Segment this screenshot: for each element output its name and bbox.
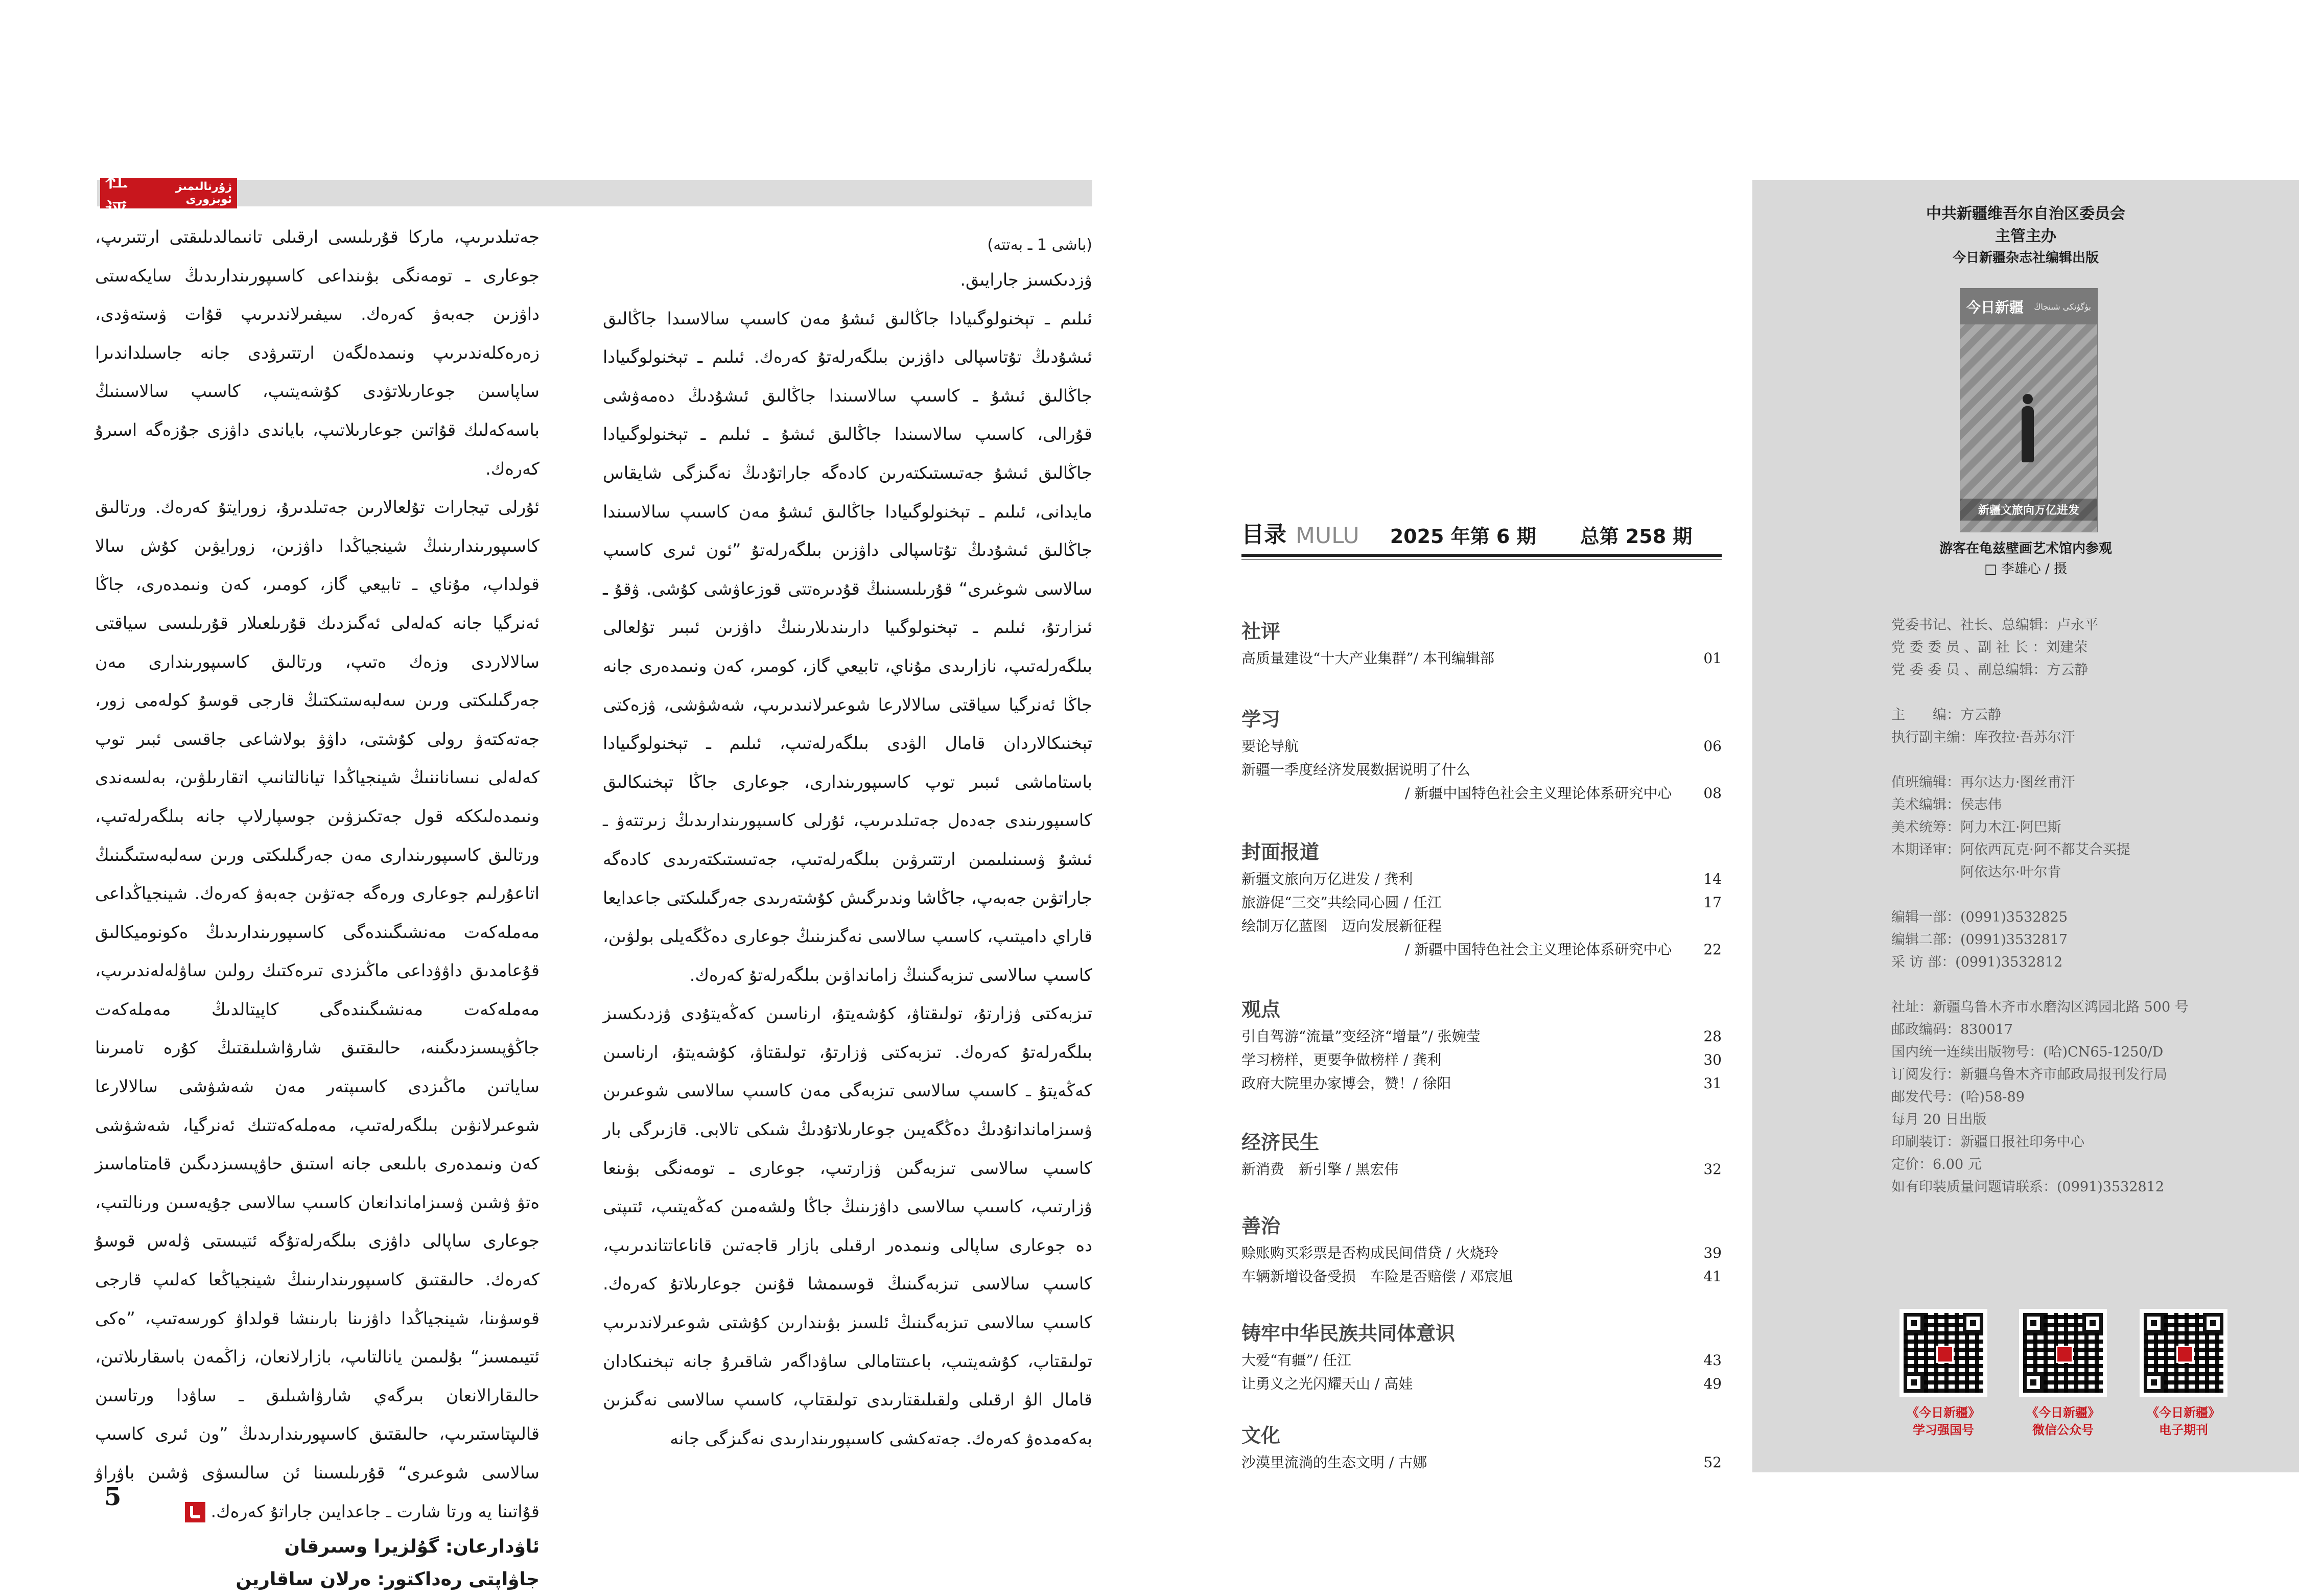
toc-section [1241,1318,1722,1396]
publisher-info [1752,203,2299,268]
qr-caption-line1: 《今日新疆》 [1907,1405,1980,1420]
toc-entry[interactable] [1241,1158,1722,1181]
total-issue: 总第 258 期 [1580,525,1693,548]
qr-code-icon[interactable] [2140,1309,2227,1397]
toc-entry-title: 学习榜样，更要争做榜样 / 龚利 [1241,1051,1442,1068]
toc-entry[interactable] [1241,1349,1722,1372]
section-tag-ug: ژۇرنالىمىز ئوبزورى [175,180,232,206]
cover-headline: 新疆文旅向万亿进发 [1960,499,2097,521]
toc-entry-title: / 新疆中国特色社会主义理论体系研究中心 [1405,785,1672,802]
toc-entry-page: 32 [1703,1161,1722,1178]
cover-caption [1752,538,2299,579]
section-header-bar [97,180,1092,206]
qr-caption-line1: 《今日新疆》 [2026,1405,2100,1420]
toc-entry[interactable] [1241,867,1722,891]
toc-entry[interactable] [1241,1451,1722,1474]
staff-spacer [1891,974,2280,996]
toc-section-title: 善治 [1241,1215,1281,1237]
toc-entry[interactable] [1241,1048,1722,1072]
photo-credit: □ 李雄心 / 摄 [1984,561,2068,577]
toc-entry-title: 绘制万亿蓝图 迈向发展新征程 [1241,918,1442,934]
toc-section-title: 经济民生 [1241,1131,1320,1154]
toc-section-title: 封面报道 [1241,841,1320,863]
toc-entry-page: 22 [1703,941,1722,958]
toc-entry-page: 43 [1703,1352,1722,1369]
qr-code-icon[interactable] [2019,1309,2107,1397]
toc-entry-page: 28 [1703,1028,1722,1045]
publisher: 今日新疆杂志社编辑出版 [1952,250,2099,266]
toc-entry-title: 政府大院里办家博会，赞！/ 徐阳 [1241,1075,1451,1092]
toc-entry-title: 新疆文旅向万亿进发 / 龚利 [1241,871,1413,887]
staff-spacer [1891,682,2280,704]
qr-caption [2122,1404,2245,1439]
staff-line: 国内统一连续出版物号：(哈)CN65-1250/D [1891,1044,2164,1060]
staff-line: 美术编辑：侯志伟 [1891,797,2002,813]
qr-logo-icon [1936,1346,1954,1363]
toc-entry-page: 41 [1703,1268,1722,1285]
qr-code-icon[interactable] [1899,1309,1987,1397]
qr-finder-pattern [1904,1313,1924,1333]
staff-line: 执行副主编：库孜拉·吾苏尔汗 [1891,730,2075,745]
qr-finder-pattern [2144,1313,2164,1333]
cover-logo-ug: بۈگۈنكى شىنجاڭ [2034,301,2091,312]
toc-entry[interactable] [1241,1265,1722,1288]
toc-entry-page: 31 [1703,1075,1722,1092]
toc-entry-page: 39 [1703,1245,1722,1261]
toc-entry-page: 01 [1703,650,1722,667]
toc-entry[interactable] [1241,1372,1722,1396]
toc-entry-title: 让勇义之光闪耀天山 / 高娃 [1241,1375,1413,1392]
qr-caption-line2: 电子期刊 [2159,1423,2208,1437]
staff-line: 订阅发行：新疆乌鲁木齐市邮政局报刊发行局 [1891,1067,2167,1083]
sponsor: 中共新疆维吾尔自治区委员会 [1926,205,2125,223]
toc-section-title: 铸牢中华民族共同体意识 [1241,1322,1456,1345]
toc-entry-page: 14 [1703,871,1722,887]
table-of-contents [1241,0,1722,1570]
cover-masthead [1960,289,2097,324]
toc-entry-page: 52 [1703,1454,1722,1471]
toc-entry-page: 08 [1703,785,1722,802]
toc-entry[interactable] [1241,1025,1722,1048]
article-page [0,0,1104,1590]
continued-note: (باشى 1 ـ بەتتە) [987,236,1092,254]
staff-line: 党 委 委 员 、副总编辑：方云静 [1891,662,2089,678]
staff-line: 本期译审：阿依西瓦克·阿不都艾合买提 [1891,842,2130,858]
qr-finder-pattern [2023,1372,2044,1393]
toc-header [1241,508,1722,557]
paragraph: ۋزدىكسىز جارايىق. [960,270,1092,290]
qr-finder-pattern [1904,1372,1924,1393]
toc-entry[interactable] [1241,891,1722,914]
editor-credit: جاۋاپتى رەداكتور: ەرلان ساقارين [236,1569,539,1590]
article-column-left [95,218,539,1596]
sponsor-role: 主管主办 [1995,227,2056,245]
translator-credit: ئاۋدارعان: گۇلزيرا وسىرقان [284,1536,539,1558]
toc-entry-title: 沙漠里流淌的生态文明 / 古娜 [1241,1454,1427,1471]
toc-entry-title: 要论导航 [1241,738,1299,755]
staff-line: 邮发代号：(哈)58-89 [1891,1089,2025,1105]
page-number: 5 [104,1483,122,1511]
toc-title-en: MULU [1296,523,1359,549]
toc-entry[interactable] [1241,735,1722,758]
issue-number: 2025 年第 6 期 [1390,525,1536,548]
toc-entry-page: 17 [1703,894,1722,911]
toc-section [1241,704,1722,805]
qr-caption-line1: 《今日新疆》 [2147,1405,2220,1420]
toc-section [1241,994,1722,1095]
qr-caption [1882,1404,2005,1439]
toc-section-title: 文化 [1241,1424,1281,1447]
staff-line: 编辑一部：(0991)3532825 [1891,909,2068,925]
staff-line: 印刷装订：新疆日报社印务中心 [1891,1134,2084,1150]
toc-entry[interactable] [1241,758,1722,782]
toc-entry-title: 大爱“有疆”/ 任江 [1241,1352,1351,1369]
toc-entry-title: 车辆新增设备受损 车险是否赔偿 / 邓宸旭 [1241,1268,1513,1285]
section-tag-zh: 社评 [105,166,130,225]
toc-entry-page: 30 [1703,1051,1722,1068]
toc-entry-page: 06 [1703,738,1722,755]
qr-logo-icon [2176,1346,2194,1363]
cover-thumbnail [1960,288,2098,532]
qr-finder-pattern [2023,1313,2044,1333]
toc-entry[interactable] [1241,647,1722,670]
toc-entry-page: 49 [1703,1375,1722,1392]
toc-title: 目录 [1241,522,1286,548]
staff-line: 美术统筹：阿力木江·阿巴斯 [1891,819,2061,835]
article-column-right [603,230,1092,1458]
toc-entry[interactable] [1241,914,1722,938]
staff-line: 定价：6.00 元 [1891,1157,1982,1172]
staff-line: 编辑二部：(0991)3532817 [1891,932,2068,948]
staff-spacer [1891,749,2280,771]
toc-section [1241,1127,1722,1181]
toc-entry[interactable] [1241,782,1722,805]
qr-caption-line2: 学习强国号 [1913,1423,1974,1437]
paragraph: تىزبەكتى ۋزارتۇ، تولىقتاۋ، كۇشەيتۇ، ارناسىن كەڭەيتۇدى ۋزدىكسىز بىلگەرلەتۇ كەرەك. تىزبەكتى ۋزارتۇ، تولىقتاۋ، كۇشەيتۇ، ارناسىن كەڭەيتۇ ـ كاسىپ سالاسى تىزبەگى مەن كاسىپ سالاسى شوعىرىن ۋسىزاماندانۇدىڭ دەڭگەيىن جوعارىلاتۇدىڭ شىكى تالابى. قازىرگى بار كاسىپ سالاسى تىزبەگىن ۋزارتىپ، جوعارى ـ تومەنگى بۋىنعا ۋزارتىپ، كاسىپ سالاسى داۋزىنىڭ جاڭا ولشەمىن كەڭەيتىپ، ئتىپتى دە جوعارى ساپالى ونىمدەر ارقىلى بازار قاجەتىن قاناعاتتاندىرىپ، كاسىپ سالاسى تىزبەگىنىڭ قوسىمشا قۇنىن جوعارىلاتۇ كەرەك. كاسىپ سالاسى تىزبەگىنىڭ ئلسىز بۋىندارىن كۇشتى شوعىرلاندىرىپ تولىقتاپ، كۇشەيتىپ، باعىتتامالى ساۋداگەر شاقىرۇ جانە تېخنىكادان قامال الۋ ارقىلى ولقىلىقتارىدى تولىقتاپ، كاسىپ سالاسى نەگىزىن بەكەمدەۋ كەرەك. جەتەكشى كاسىپورىندارىدى نەگىزگى جانە [603,1003,1092,1448]
article-credits [95,1531,539,1596]
qr-finder-pattern [2082,1313,2103,1333]
masthead-panel [1752,180,2299,1472]
toc-section-title: 社评 [1241,620,1281,643]
staff-line: 社址：新疆乌鲁木齐市水磨沟区鸿园北路 500 号 [1891,999,2189,1015]
staff-line: 如有印装质量问题请联系：(0991)3532812 [1891,1179,2165,1195]
staff-list [1891,614,2280,1199]
toc-entry-title: 引自驾游“流量”变经济“增量”/ 张婉莹 [1241,1028,1481,1045]
toc-entry[interactable] [1241,938,1722,961]
toc-entry-title: 新消费 新引擎 / 黑宏伟 [1241,1161,1399,1178]
toc-entry-title: / 新疆中国特色社会主义理论体系研究中心 [1405,941,1672,958]
paragraph-text: ئۇرلى تيجارات تۇلعالارىن جەتىلدىرۇ، زورايتۇ كەرەك. ورتالىق كاسىپورىندارىنىڭ شينجياڭدا داۋزىن، زورايۋىن كۇش سالا قولداپ، مۇناي ـ تابيعي گاز، كومىر، كەن ونىمدەرى، جاڭا ئەنرگيا جانە كەلەلى ئەگىزدىك قۇرىلعىلار قۇرىلىسى سياقتى سالالاردى وزەك ەتىپ، ورتالىق كاسىپورىندارى مەن جەرگىلىكتى ورىن سەلبەستىكتىڭ قارجى قوسۇ كولەمى زور، جەتەكتەۋ رولى كۇشتى، داۋۋ بولاشاعى جاقسى ئبىر توپ كەلەلى نىساناننىڭ شينجياڭدا تيانالتانىپ اتقارىلۋىن، بەلسەندى ونىمدەلىككە قول جەتكىزۋىن جوسپارلاپ جانە بىلگەرلەتىپ، ورتالىق كاسىپورىندارى مەن جەرگىلىكتى ورىن سەلبەستىگىنىڭ اتاعۇرلىم جوعارى ورەگە جەتۋىن جەبەۋ كەرەك. شينجياڭداعى مەملەكەت مەنشىگىندەگى كاسىپورىندارىدىڭ ەكونوميكالىق قۇعامدىق داۋۋداعى ماڭىزدى تىرەكتىك رولىن ساۋلەلەندىرىپ، مەملەكەت مەنشىگىندەگى كاپيتالدىڭ مەملەكەت جاڭۋپىسىزدىگىنە، حالىقتىق شارۋاشىلىقتىڭ كۇرە تامىرىنا ساياتىن ماڭىزدى كاسىپتەر مەن شەشۋشى سالالارعا شوعىرلانۋىن بىلگەرلەتىپ، مەملەكەتتىك ئەنرگيا، شەشۋشى كەن ونىمدەرى باىلىعى جانە استىق حاۋپىسىزدىگىن قامتاماسىز ەتۋ ۋشىن ۋسىزاماندانعان كاسىپ سالاسى جۇيەسىن ورنالتىپ، جوعارى ساپالى داۋزى بىلگەرلەتۇگە ئتيىستى ۋلەس قوسۇ كەرەك. حالىقتىق كاسىپورىندارىنىڭ شينجياڭعا كەلىپ قارجى قوسۋىنا، شينجياڭدا داۋزىنا بارىنشا قولداۋ كورسەتىپ، ”ەكى ئتيىمسىز“ بۇلىمىن يانالتاىپ، بازارلانعان، زاڭمەن باسقارىلاتىن، حالىقارالانعان بىرگەي شارۋاشىلىق ـ ساۋدا ورتاسىن قالىپتاستىرىپ، حالىقتىق كاسىپورىندارىدىڭ ”ون ئىرى كاسىپ سالاسى شوعىرى“ قۇرىلىسىنا ئن سالىسۋى ۋشىن باۋراۋ قۇاتىنا يە ورتا شارت ـ جاعدايىن جاراتۇ كەرەك. [95,497,539,1521]
staff-line: 党委书记、社长、总编辑：卢永平 [1891,617,2098,633]
staff-line: 值班编辑：再尔达力·图丝甫汗 [1891,774,2075,790]
qr-logo-icon [2056,1346,2073,1363]
staff-line: 阿依达尔·叶尔肯 [1891,864,2061,880]
toc-entry[interactable] [1241,1241,1722,1265]
end-mark-icon [185,1502,205,1522]
toc-section [1241,1420,1722,1474]
toc-section [1241,837,1722,961]
staff-line: 邮政编码：830017 [1891,1022,2013,1038]
staff-spacer [1891,884,2280,906]
staff-line: 每月 20 日出版 [1891,1112,1987,1128]
toc-section [1241,1211,1722,1288]
toc-divider [1241,559,1722,560]
toc-entry-title: 新疆一季度经济发展数据说明了什么 [1241,761,1471,778]
toc-section-title: 观点 [1241,998,1281,1021]
toc-section-title: 学习 [1241,708,1281,731]
cover-logo: 今日新疆 [1966,299,2024,316]
qr-finder-pattern [2203,1313,2223,1333]
qr-caption-line2: 微信公众号 [2032,1423,2094,1437]
paragraph [95,488,539,1531]
toc-entry-title: 高质量建设“十大产业集群”/ 本刊编辑部 [1241,650,1494,667]
toc-entry[interactable] [1241,1072,1722,1095]
staff-line: 主 编：方云静 [1891,707,2002,723]
cover-caption-text: 游客在龟兹壁画艺术馆内参观 [1939,541,2112,556]
qr-caption [2002,1404,2124,1439]
toc-section [1241,616,1722,670]
paragraph: ئىلىم ـ تېخنولوگىيادا جاڭالىق ئىشۇ مەن كاسىپ سالاسىدا جاڭالىق ئىشۇدىڭ تۇتاسپالى داۋزىن بىلگەرلەتۇ كەرەك. ئىلىم ـ تېخنولوگىيادا جاڭالىق ئىشۇ ـ كاسىپ سالاسىندا جاڭالىق ئىشۇدىڭ دەمەۋشى قۇرالى، كاسىپ سالاسىندا جاڭالىق ئىشۇ ـ ئىلىم ـ تېخنولوگىيادا جاڭالىق ئىشۇ جەتىستىكتەرىن كادەگە جاراتۇدىڭ نەگىزگى شايقاس مايدانى، ئىلىم ـ تېخنولوگىيادا جاڭالىق ئىشۇ مەن كاسىپ سالاسىندا جاڭالىق ئىشۇدىڭ تۇتاسپالى داۋزىن بىلگەرلەتۇ ”ئون ئىرى كاسىپ سالاسى شوغىرى“ قۇرىلىسىنىڭ قۇدىرەتتى قوزعاۋشى كۇشى. ۋقۇ ـ ئىزارتۇ، ئىلىم ـ تېخنولوگىيا دارىندىلارىنىڭ داۋزىن ئىبىر تۇلعالى بىلگەرلەتىپ، نازارىدى مۇناي، تابيعي گاز، كومىر، كەن ونىمدەرى جانە جاڭا ئەنرگيا سياقتى سالالارعا شوعىرلانىدىرىپ، شەشۋشى، ۋزەكتى تېخنىكالاردان قامال الۋدى بىلگەرلەتىپ، ئىلىم ـ تېخنولوگىيادا باستاماشى ئىبىر توپ كاسىپورىندارى، جوعارى جاڭا تېخنىكالىق كاسىپورىندى جەدەل جەتىلدىرىپ، ئۇرلى كاسىپورىندارىدىڭ زىرتتەۋ ـ ئىشۇ ۋسىنىلىمىن ارتتىرۋىن بىلگەرلەتىپ، جەتىستىكتەرىدى كادەگە جاراتۋىن جەبەپ، جاڭاشا وندىرگىش كۇشتەرىدى جەرگىلىكتى جاعدايعا قاراي داميتىپ، كاسىپ سالاسى نەگىزىنىڭ جوعارى دەڭگەيلى بولۋىن، كاسىپ سالاسى تىزبەگىنىڭ زامانداۋىن بىلگەرلەتۇ كەرەك. [603,308,1092,985]
toc-entry-title: 赊账购买彩票是否构成民间借贷 / 火烧玲 [1241,1245,1499,1261]
qr-finder-pattern [2144,1372,2164,1393]
toc-entry-title: 旅游促“三交”共绘同心圆 / 任江 [1241,894,1442,911]
staff-line: 党 委 委 员 、副 社 长 ：刘建荣 [1891,640,2088,655]
staff-line: 采 访 部：(0991)3532812 [1891,954,2063,970]
paragraph: جەتىلدىرىپ، ماركا قۇرىلىسى ارقىلى تانىمالدىلىقتى ارتتىرىپ، جوعارى ـ تومەنگى بۋىنداعى كاسىپورىندارىدىڭ سايكەستى داۋزىن جەبەۋ كەرەك. سيفىرلاندىرىپ قۇات ۋستەۋدى، زەرەكلەندىرىپ ونىمدەلگەن ارتتىرۋدى جانە جاسىلداندىرا ساپاسىن جوعارىلاتۋدى كۇشەيتىپ، كاسىپ سالاسىنىڭ باسەكەلىك قۇاتىن جوعارىلاتىپ، باياندى داۋزى جۇزەگە اسىرۇ كەرەك. [95,227,539,479]
person-figure-icon [2022,406,2034,462]
section-tag [100,166,237,225]
qr-finder-pattern [1963,1313,1983,1333]
